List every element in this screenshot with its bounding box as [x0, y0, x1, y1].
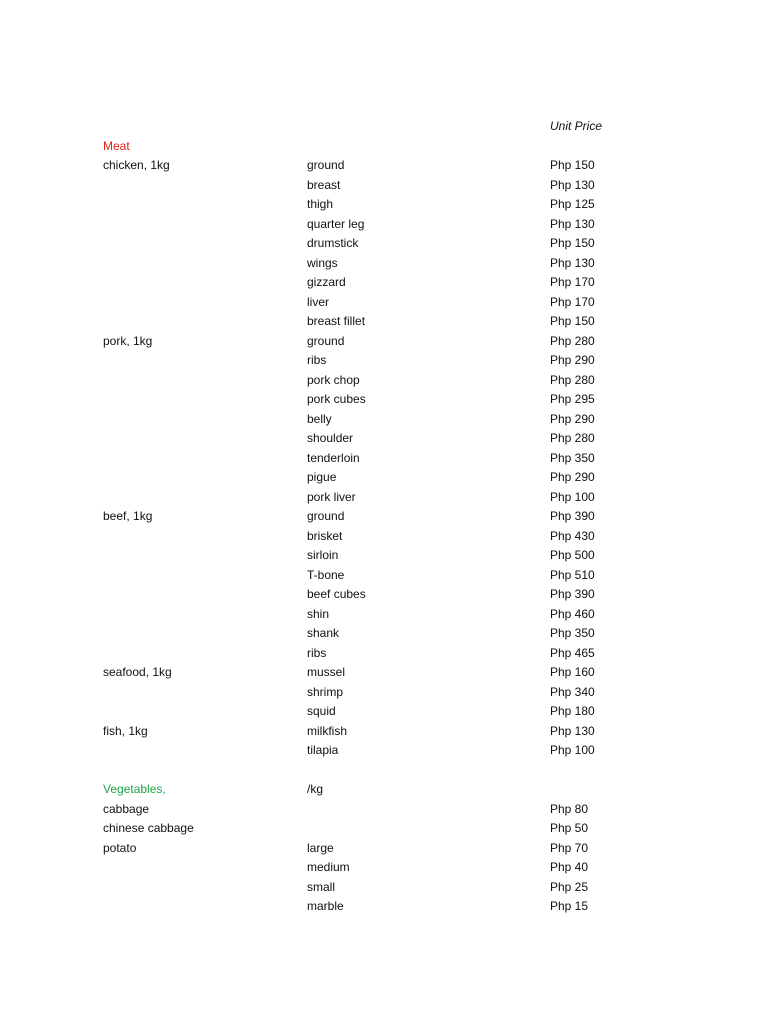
row-price: Php 280 — [550, 372, 595, 387]
row-price: Php 80 — [550, 801, 589, 816]
table-row — [0, 467, 768, 487]
row-item: pigue — [307, 470, 337, 484]
table-row — [0, 370, 768, 390]
table-row — [0, 448, 768, 468]
row-category: fish, 1kg — [103, 723, 148, 738]
table-row — [0, 233, 768, 253]
table-row — [0, 643, 768, 663]
table-row — [0, 253, 768, 273]
vegetables-unit-label: /kg — [307, 782, 324, 796]
row-item: gizzard — [307, 275, 346, 289]
table-row — [0, 818, 768, 838]
row-price: Php 390 — [550, 587, 595, 601]
row-item: brisket — [307, 528, 343, 543]
table-row — [0, 584, 768, 604]
header-row — [0, 116, 768, 136]
row-price: Php 350 — [550, 626, 595, 640]
row-price: Php 460 — [550, 606, 595, 621]
table-row — [0, 896, 768, 916]
row-item: liver — [307, 294, 330, 309]
row-item: shin — [307, 606, 330, 621]
table-row — [0, 838, 768, 858]
row-price: Php 500 — [550, 548, 595, 562]
row-price: Php 290 — [550, 353, 595, 367]
row-price: Php 70 — [550, 840, 589, 855]
row-price: Php 40 — [550, 860, 589, 874]
row-item: wings — [307, 255, 338, 270]
row-category: beef, 1kg — [103, 509, 153, 523]
spacer-row — [0, 760, 768, 780]
row-price: Php 130 — [550, 723, 595, 738]
row-price: Php 25 — [550, 879, 589, 894]
price-list-sheet — [0, 116, 768, 916]
row-item: T-bone — [307, 567, 345, 582]
row-price: Php 125 — [550, 197, 595, 211]
table-row — [0, 389, 768, 409]
table-row — [0, 604, 768, 624]
row-item: tilapia — [307, 743, 339, 757]
row-price: Php 290 — [550, 470, 595, 484]
table-row — [0, 545, 768, 565]
row-price: Php 100 — [550, 743, 595, 757]
row-item: small — [307, 879, 336, 894]
row-item: ground — [307, 509, 345, 523]
table-row — [0, 526, 768, 546]
row-price: Php 150 — [550, 314, 595, 328]
row-item: beef cubes — [307, 587, 366, 601]
row-price: Php 340 — [550, 684, 595, 699]
table-row — [0, 857, 768, 877]
row-price: Php 130 — [550, 177, 595, 192]
row-item: marble — [307, 899, 344, 913]
row-item: squid — [307, 704, 336, 718]
row-item: pork cubes — [307, 392, 366, 406]
row-item: ribs — [307, 353, 327, 367]
vegetables-heading-row — [0, 779, 768, 799]
row-price: Php 290 — [550, 411, 595, 426]
row-price: Php 465 — [550, 645, 595, 660]
table-row — [0, 409, 768, 429]
vegetable-rows — [0, 799, 768, 916]
row-item: shank — [307, 626, 340, 640]
row-price: Php 50 — [550, 821, 589, 835]
row-item: breast fillet — [307, 314, 366, 328]
row-category: chicken, 1kg — [103, 158, 170, 172]
row-price: Php 295 — [550, 392, 595, 406]
table-row — [0, 350, 768, 370]
row-price: Php 170 — [550, 294, 595, 309]
row-item: ground — [307, 333, 345, 348]
table-row — [0, 311, 768, 331]
table-row — [0, 214, 768, 234]
table-row — [0, 292, 768, 312]
row-item: belly — [307, 411, 332, 426]
meat-rows — [0, 155, 768, 760]
row-price: Php 280 — [550, 333, 595, 348]
row-price: Php 170 — [550, 275, 595, 289]
unit-price-header: Unit Price — [550, 119, 603, 133]
row-price: Php 130 — [550, 216, 595, 231]
table-row — [0, 623, 768, 643]
row-item: sirloin — [307, 548, 339, 562]
row-price: Php 150 — [550, 158, 595, 172]
table-row — [0, 721, 768, 741]
table-row — [0, 799, 768, 819]
table-row — [0, 331, 768, 351]
row-price: Php 180 — [550, 704, 595, 718]
row-category: pork, 1kg — [103, 333, 153, 348]
row-item: milkfish — [307, 723, 348, 738]
vegetables-section-heading: Vegetables, — [103, 782, 166, 796]
table-row — [0, 506, 768, 526]
row-category: cabbage — [103, 801, 150, 816]
table-row — [0, 175, 768, 195]
table-row — [0, 487, 768, 507]
row-price: Php 150 — [550, 236, 595, 250]
table-row — [0, 701, 768, 721]
row-item: ribs — [307, 645, 327, 660]
row-category: potato — [103, 840, 137, 855]
table-row — [0, 682, 768, 702]
meat-heading-row — [0, 136, 768, 156]
row-price: Php 510 — [550, 567, 595, 582]
row-item: large — [307, 840, 334, 855]
row-price: Php 350 — [550, 450, 595, 465]
meat-section-heading: Meat — [103, 138, 130, 153]
row-category: seafood, 1kg — [103, 665, 172, 679]
table-row — [0, 428, 768, 448]
row-item: ground — [307, 158, 345, 172]
row-item: medium — [307, 860, 350, 874]
table-row — [0, 155, 768, 175]
row-item: drumstick — [307, 236, 359, 250]
row-price: Php 15 — [550, 899, 589, 913]
row-price: Php 390 — [550, 509, 595, 523]
row-price: Php 130 — [550, 255, 595, 270]
row-category: chinese cabbage — [103, 821, 194, 835]
row-item: mussel — [307, 665, 346, 679]
table-row — [0, 194, 768, 214]
row-item: breast — [307, 177, 341, 192]
row-item: quarter leg — [307, 216, 365, 231]
row-item: thigh — [307, 197, 334, 211]
table-row — [0, 740, 768, 760]
row-item: shoulder — [307, 431, 354, 445]
table-row — [0, 272, 768, 292]
row-item: pork chop — [307, 372, 360, 387]
table-row — [0, 662, 768, 682]
row-item: shrimp — [307, 684, 344, 699]
table-row — [0, 565, 768, 585]
row-price: Php 280 — [550, 431, 595, 445]
row-item: pork liver — [307, 489, 356, 504]
row-price: Php 160 — [550, 665, 595, 679]
row-price: Php 430 — [550, 528, 595, 543]
row-item: tenderloin — [307, 450, 360, 465]
row-price: Php 100 — [550, 489, 595, 504]
table-row — [0, 877, 768, 897]
